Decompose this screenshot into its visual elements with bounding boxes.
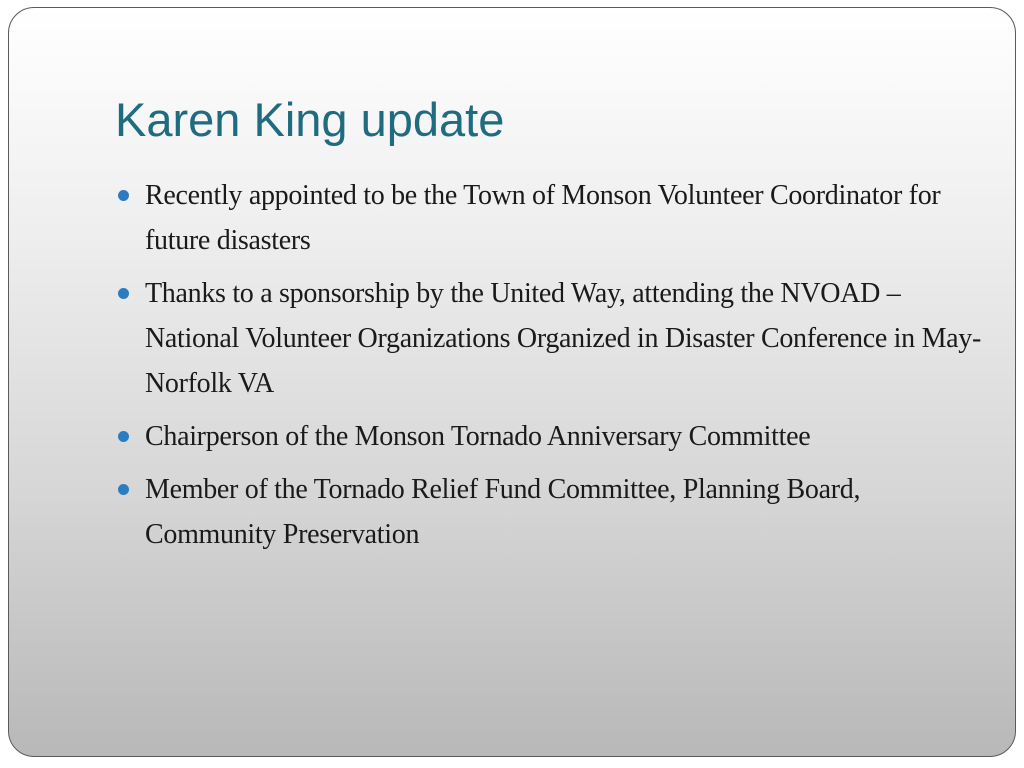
bullet-item [115,173,985,263]
bullet-text: Recently appointed to be the Town of Monson Volunteer Coordinator for future disasters [145,180,941,256]
bullet-dot-icon [118,431,129,442]
slide [8,7,1016,757]
bullet-item [115,467,985,557]
bullet-text: Chairperson of the Monson Tornado Anniversary Committee [145,421,811,452]
bullet-dot-icon [118,190,129,201]
bullet-dot-icon [118,288,129,299]
bullet-text: Member of the Tornado Relief Fund Committee, Planning Board, Community Preservation [145,474,861,550]
bullet-item [115,271,985,406]
bullet-list [115,173,985,565]
bullet-dot-icon [118,484,129,495]
bullet-text: Thanks to a sponsorship by the United Way, attending the NVOAD –National Volunteer Organizations Organized in Disaster Conference in May-Norfolk VA [145,278,982,399]
bullet-item [115,414,985,459]
slide-title: Karen King update [115,93,505,146]
